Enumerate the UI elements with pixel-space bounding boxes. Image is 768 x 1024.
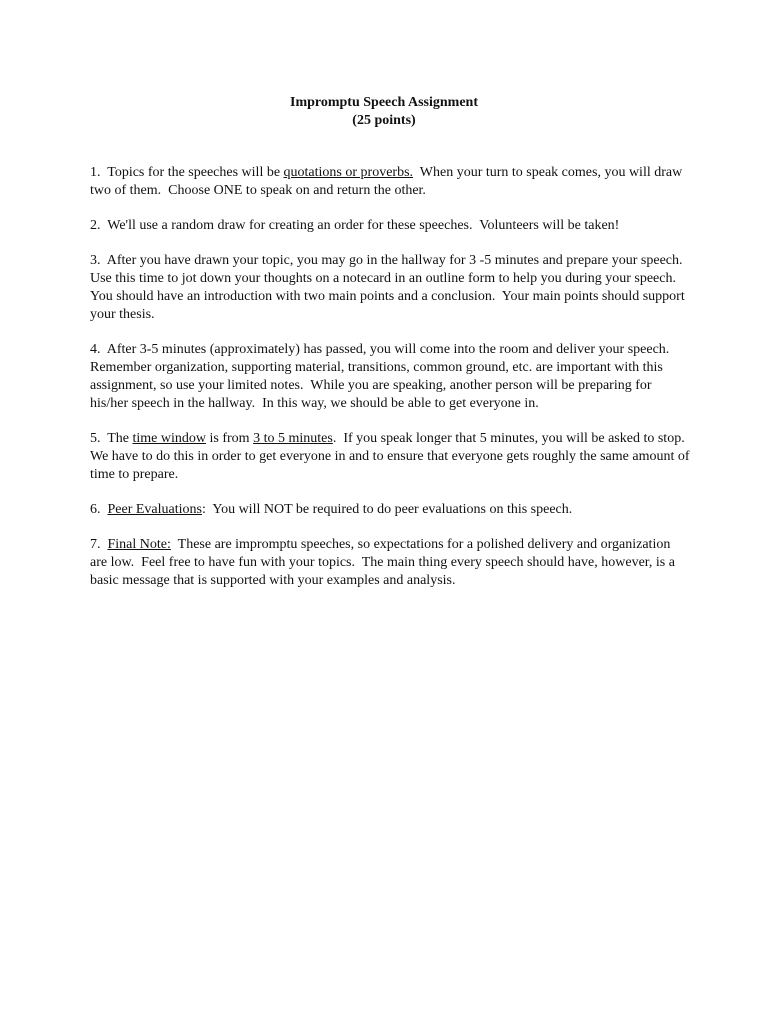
paragraph-5 — [90, 430, 694, 484]
paragraph-5-text-b: is from — [206, 431, 254, 446]
paragraph-5-underlined-time-window: time window — [132, 431, 207, 446]
paragraph-3: 3. After you have drawn your topic, you may go in the hallway for 3 -5 minutes and prepare your speech. Use this time to jot down your thoughts on a notecard in an outline form to help you during your speech. You should have an introduction with two main points and a conclusion. Your main points should support your thesis. — [90, 253, 690, 322]
paragraph-5-text-a: 5. The — [90, 431, 133, 446]
paragraph-5-underlined-duration: 3 to 5 minutes — [253, 431, 333, 446]
paragraph-1-underlined: quotations or proverbs. — [283, 165, 414, 180]
paragraph-5-text-c: . If you speak longer that 5 minutes, you will be asked to stop. We have to do this in order to get everyone in and to ensure that everyone gets roughly the same amount of time to prepare. — [90, 431, 694, 482]
paragraph-1 — [90, 164, 690, 200]
document-title: Impromptu Speech Assignment — [290, 95, 478, 110]
paragraph-6-underlined: Peer Evaluations — [107, 502, 202, 517]
paragraph-4: 4. After 3-5 minutes (approximately) has passed, you will come into the room and deliver your speech. Remember organization, supporting material, transitions, common ground, etc. are important with this assignment, so use your limited notes. While you are speaking, another person will be preparing for his/her speech in the hallway. In this way, we should be able to get everyone in. — [90, 342, 677, 411]
title-block — [0, 94, 768, 130]
paragraph-2: 2. We'll use a random draw for creating an order for these speeches. Volunteers will be taken! — [90, 218, 620, 233]
paragraph-6-text-a: 6. — [90, 502, 108, 517]
document-subtitle: (25 points) — [352, 113, 416, 128]
paragraph-1-text-b: When your turn to speak comes, you will draw two of them. Choose ONE to speak on and return the other. — [90, 165, 686, 198]
paragraph-6 — [90, 501, 690, 519]
paragraph-7 — [90, 536, 690, 590]
paragraph-6-text-b: : You will NOT be required to do peer evaluations on this speech. — [201, 502, 573, 517]
paragraph-7-underlined: Final Note: — [107, 537, 171, 552]
paragraph-7-text-b: These are impromptu speeches, so expectations for a polished delivery and organization are low. Feel free to have fun with your topics. The main thing every speech should have, however, is a basic message that is supported with your examples and analysis. — [90, 537, 679, 588]
paragraph-1-text-a: 1. Topics for the speeches will be — [90, 165, 284, 180]
document-body — [90, 164, 694, 607]
paragraph-7-text-a: 7. — [90, 537, 108, 552]
